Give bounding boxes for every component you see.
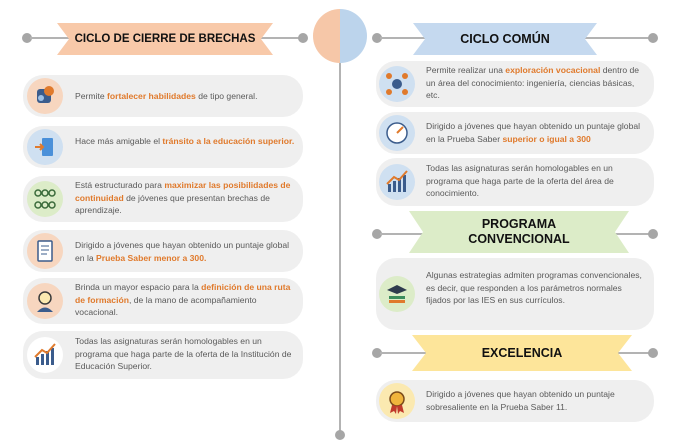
body-text: , de la mano de acompañamiento vocacional. bbox=[75, 294, 257, 317]
body-text: Dirigido a jóvenes que hayan obtenido un puntaje sobresaliente en la Prueba Saber 11. bbox=[426, 389, 615, 412]
graduation-books-icon bbox=[379, 276, 415, 312]
vocational-network-icon bbox=[379, 66, 415, 102]
door-enter-icon bbox=[27, 129, 63, 165]
left-card-6 bbox=[23, 331, 303, 379]
gauge-score-icon bbox=[379, 115, 415, 151]
ciclo-comun-card-3 bbox=[376, 158, 654, 206]
body-text: dentro de un área del conocimiento: ingeniería, ciencias básicas, etc. bbox=[426, 65, 640, 100]
body-text: Algunas estrategias admiten programas convencionales, es decir, que responden a los parámetros normales fijados por las IES en sus currículos. bbox=[426, 270, 642, 305]
highlight-text: superior o igual a 300 bbox=[502, 133, 591, 144]
center-split-circle bbox=[313, 9, 367, 63]
body-text: Dirigido a jóvenes que hayan obtenido un puntaje global en la bbox=[75, 240, 290, 263]
excelencia-card-1 bbox=[376, 380, 654, 422]
highlight-text: fortalecer habilidades bbox=[107, 91, 196, 101]
left-card-5-text bbox=[75, 281, 297, 319]
programa-title-line2: CONVENCIONAL bbox=[468, 232, 570, 246]
award-medal-icon bbox=[379, 383, 415, 419]
left-card-1 bbox=[23, 75, 303, 117]
left-card-4-text bbox=[75, 239, 297, 264]
programa-card-1-text bbox=[426, 269, 648, 307]
ciclo-comun-card-1 bbox=[376, 61, 654, 107]
programa-title bbox=[409, 211, 629, 253]
growth-chart-icon bbox=[379, 164, 415, 200]
ciclo-comun-title: CICLO COMÚN bbox=[460, 31, 550, 46]
body-text: Permite bbox=[75, 91, 107, 101]
body-text: Todas las asignaturas serán homologables en un programa que haga parte de la oferta de la Institución de Educación Superior. bbox=[75, 336, 292, 371]
center-vertical-line bbox=[339, 62, 341, 434]
exam-sheet-icon bbox=[27, 233, 63, 269]
left-card-6-text bbox=[75, 335, 297, 373]
ciclo-comun-card-3-text bbox=[426, 162, 648, 200]
highlight-text: tránsito a la educación superior. bbox=[162, 136, 295, 146]
excelencia-title: EXCELENCIA bbox=[481, 345, 563, 360]
excelencia-dot-right bbox=[648, 348, 658, 358]
programa-card-1 bbox=[376, 258, 654, 330]
left-card-2 bbox=[23, 126, 303, 168]
highlight-text: exploración vocacional bbox=[505, 65, 601, 75]
body-text: de tipo general. bbox=[195, 91, 258, 101]
left-card-3-text bbox=[75, 179, 297, 217]
body-text: de jóvenes que presentan brechas de aprendizaje. bbox=[75, 192, 270, 215]
left-card-2-text bbox=[75, 135, 295, 148]
highlight-text: definición de una ruta de formación bbox=[75, 282, 291, 305]
highlight-text: Prueba Saber menor a 300. bbox=[96, 252, 207, 263]
body-text: Todas las asignaturas serán homologables en un programa que haga parte de la oferta del área de conocimiento. bbox=[426, 163, 614, 198]
highlight-text: maximizar las posibilidades de continuidad bbox=[75, 180, 291, 203]
programa-dot-right bbox=[648, 229, 658, 239]
left-card-5 bbox=[23, 278, 303, 324]
body-text: Dirigido a jóvenes que hayan obtenido un puntaje global en la Prueba Saber bbox=[426, 121, 641, 144]
body-text: Hace más amigable el bbox=[75, 136, 163, 146]
mentor-idea-icon bbox=[27, 283, 63, 319]
programa-title-line1: PROGRAMA bbox=[481, 217, 557, 231]
ciclo-comun-card-2-text bbox=[426, 120, 648, 145]
right-header-dot-right bbox=[648, 33, 658, 43]
left-card-3 bbox=[23, 176, 303, 222]
network-flow-icon bbox=[27, 181, 63, 217]
left-header-dot-right bbox=[298, 33, 308, 43]
bottom-center-dot bbox=[335, 430, 345, 440]
ciclo-comun-card-2 bbox=[376, 112, 654, 154]
excelencia-card-1-text bbox=[426, 388, 648, 413]
body-text: Está estructurado para bbox=[75, 180, 165, 190]
brain-gear-icon bbox=[27, 78, 63, 114]
ciclo-comun-card-1-text bbox=[426, 64, 648, 102]
left-card-1-text bbox=[75, 90, 295, 103]
left-card-4 bbox=[23, 230, 303, 272]
growth-chart-icon bbox=[27, 337, 63, 373]
body-text: Brinda un mayor espacio para la bbox=[75, 282, 202, 292]
body-text: Permite realizar una bbox=[426, 65, 506, 75]
left-title: CICLO DE CIERRE DE BRECHAS bbox=[74, 32, 256, 45]
